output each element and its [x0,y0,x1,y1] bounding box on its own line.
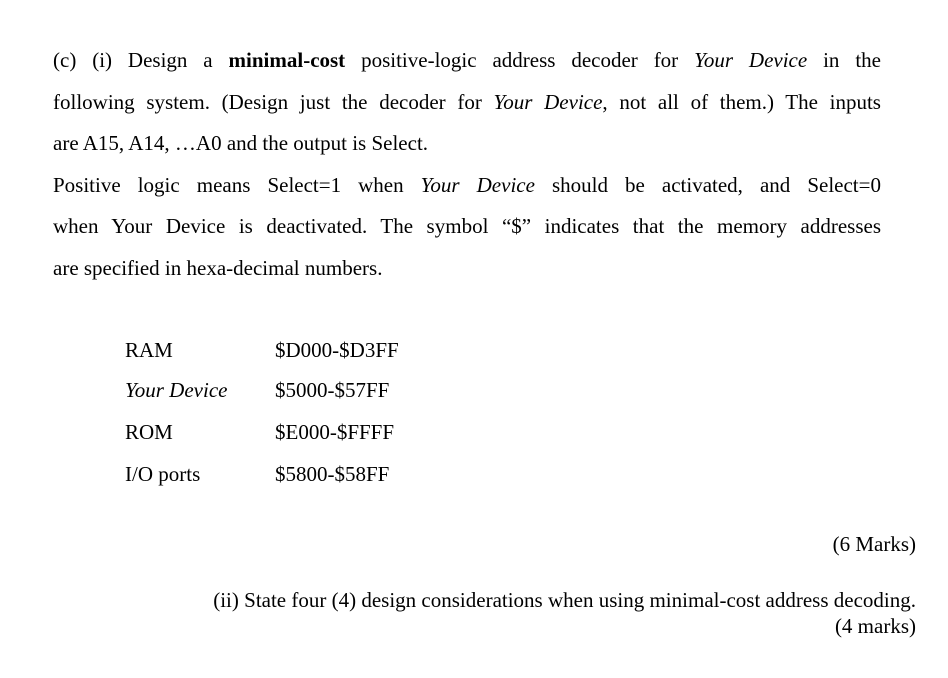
question-c-ii: (ii) State four (4) design considerations when using minimal-cost address decoding. [213,588,916,612]
your-device-italic: Your Device [694,48,808,72]
line1-middle: positive-logic address decoder for [345,48,695,72]
memory-name-rom: ROM [125,420,173,444]
question-line-2 [53,89,881,115]
line2-prefix: following system. (Design just the decoder for [53,90,494,114]
question-line-3: are A15, A14, …A0 and the output is Select. [53,131,429,155]
memory-name-io-ports: I/O ports [125,462,201,486]
line1-suffix: in the [807,48,881,72]
question-line-6: are specified in hexa-decimal numbers. [53,256,383,280]
minimal-cost-bold: minimal-cost [228,48,346,72]
question-line-5: when Your Device is deactivated. The symbol “$” indicates that the memory addresses [53,214,881,238]
memory-range-your-device: $5000-$57FF [275,378,390,402]
marks-c-ii: (4 marks) [834,614,916,638]
memory-range-rom: $E000-$FFFF [275,420,395,444]
line2-suffix: , not all of them.) The inputs [602,90,881,114]
line4-suffix: should be activated, and Select=0 [534,173,881,197]
memory-range-ram: $D000-$D3FF [275,338,399,362]
your-device-italic: Your Device [420,173,535,197]
memory-range-io-ports: $5800-$58FF [275,462,390,486]
marks-c-i: (6 Marks) [832,532,916,556]
question-line-4 [53,172,881,198]
memory-name-ram: RAM [125,338,173,362]
question-line-1 [53,47,881,73]
your-device-italic: Your Device [493,90,603,114]
line1-prefix: (c) (i) Design a [53,48,229,72]
memory-name-your-device: Your Device [125,378,228,402]
line4-prefix: Positive logic means Select=1 when [53,173,421,197]
